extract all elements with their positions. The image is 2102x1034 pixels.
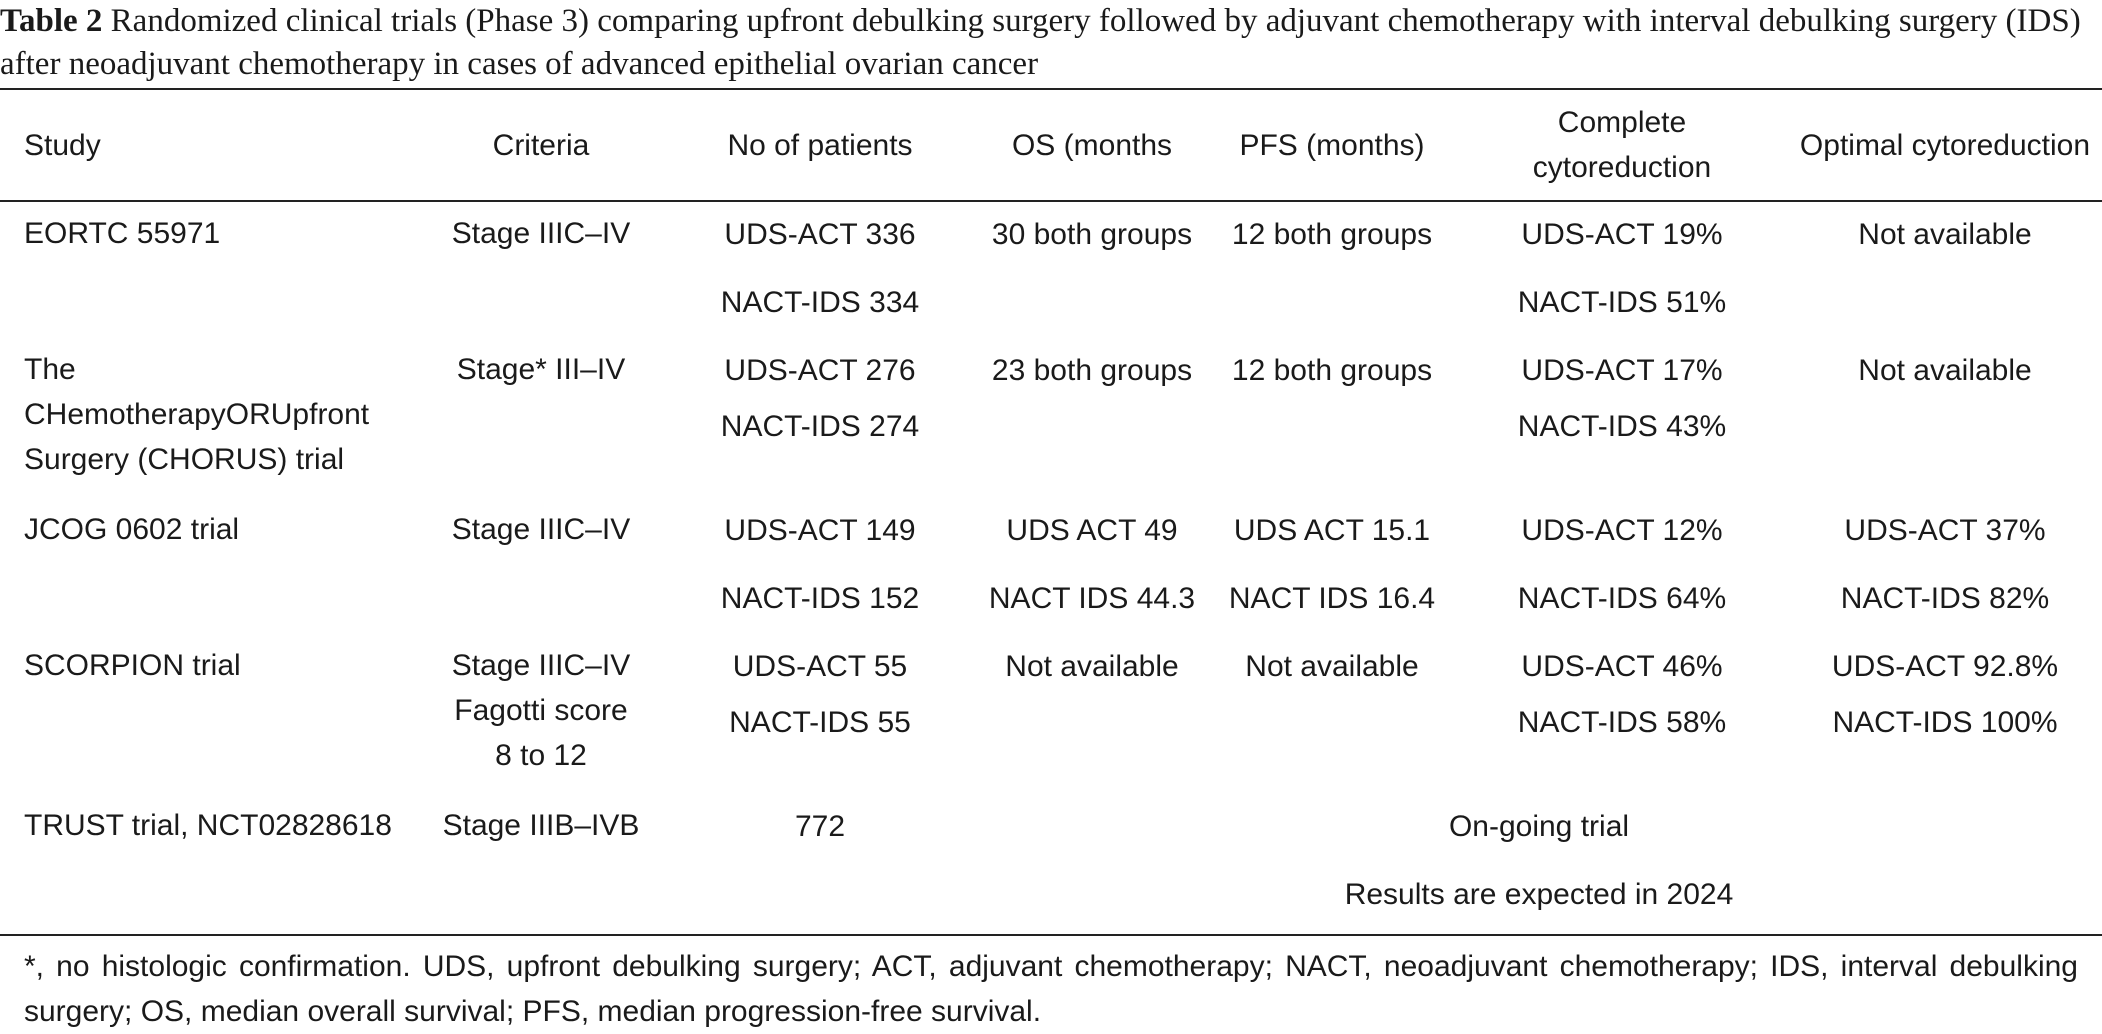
- trials-table: [0, 90, 2102, 928]
- table-footnote: *, no histologic confirmation. UDS, upfront debulking surgery; ACT, adjuvant chemotherapy; NACT, neoadjuvant chemotherapy; IDS, interval debulking surgery; OS, median overall survival; PFS, median progression-free survival.: [24, 950, 2078, 1028]
- os-cell: 23 both groups: [991, 353, 1193, 387]
- criteria-cell: Stage IIIC–IV: [451, 513, 631, 546]
- table-row: [0, 336, 2102, 404]
- optimal-cell: UDS-ACT 37%: [1844, 513, 2046, 547]
- patients-cell: [664, 860, 976, 928]
- complete-cell: UDS-ACT 19%: [1521, 217, 1723, 251]
- table-row: [0, 200, 2102, 268]
- patients-cell: NACT-IDS 274: [720, 410, 920, 443]
- study-cell: EORTC 55971: [24, 217, 221, 250]
- patients-cell: UDS-ACT 276: [724, 353, 916, 387]
- optimal-cell: Not available: [1858, 217, 2032, 251]
- optimal-cell: NACT-IDS 100%: [1832, 706, 2058, 739]
- table-caption: [0, 0, 2102, 86]
- pfs-cell: UDS ACT 15.1: [1233, 513, 1431, 547]
- table-label: Table 2: [0, 3, 103, 39]
- optimal-cell: [1788, 268, 2102, 336]
- trial-expected-cell: Results are expected in 2024: [1344, 877, 1734, 911]
- table-row: [0, 496, 2102, 564]
- study-cell: TRUST trial, NCT02828618: [24, 809, 392, 842]
- optimal-cell: UDS-ACT 92.8%: [1831, 649, 2059, 683]
- complete-cell: NACT-IDS 43%: [1517, 410, 1727, 443]
- complete-cell: UDS-ACT 46%: [1521, 649, 1723, 683]
- header-os: OS (months: [1011, 128, 1173, 162]
- study-cell: JCOG 0602 trial: [24, 513, 240, 546]
- header-optimal-cytoreduction: Optimal cytoreduction: [1799, 128, 2091, 162]
- bottom-rule: [0, 934, 2102, 936]
- header-patients: No of patients: [727, 128, 913, 162]
- os-cell: NACT IDS 44.3: [988, 581, 1196, 615]
- complete-cell: NACT-IDS 58%: [1517, 706, 1727, 739]
- patients-cell: 772: [794, 809, 846, 843]
- patients-cell: UDS-ACT 149: [724, 513, 916, 547]
- patients-cell: NACT-IDS 152: [720, 581, 920, 615]
- complete-cell: UDS-ACT 17%: [1521, 353, 1723, 387]
- pfs-cell: Not available: [1245, 649, 1419, 683]
- patients-cell: UDS-ACT 55: [732, 649, 908, 683]
- os-cell: [976, 404, 1208, 496]
- os-cell: Not available: [1005, 649, 1179, 683]
- criteria-cell: Stage IIIC–IV Fagotti score 8 to 12: [451, 649, 631, 772]
- header-criteria: Criteria: [492, 128, 590, 162]
- header-study: Study: [24, 128, 101, 162]
- os-cell: 30 both groups: [991, 217, 1193, 251]
- os-cell: [976, 268, 1208, 336]
- optimal-cell: Not available: [1858, 353, 2032, 387]
- study-cell: SCORPION trial: [24, 649, 241, 682]
- pfs-cell: [1208, 404, 1456, 496]
- patients-cell: NACT-IDS 55: [729, 706, 911, 739]
- study-cell: The CHemotherapyORUpfront Surgery (CHORUS) trial: [24, 353, 370, 476]
- pfs-cell: 12 both groups: [1231, 353, 1433, 387]
- trial-status-cell: On-going trial: [1448, 809, 1630, 843]
- header-row: [0, 90, 2102, 200]
- pfs-cell: NACT IDS 16.4: [1228, 581, 1436, 615]
- optimal-cell: NACT-IDS 82%: [1840, 581, 2050, 615]
- os-cell: [976, 700, 1208, 792]
- pfs-cell: [1208, 268, 1456, 336]
- table-row: [0, 632, 2102, 700]
- criteria-cell: Stage IIIC–IV: [451, 217, 631, 250]
- header-complete-cytoreduction: Complete cytoreduction: [1532, 106, 1712, 184]
- complete-cell: NACT-IDS 51%: [1517, 285, 1727, 319]
- table-title: Randomized clinical trials (Phase 3) comparing upfront debulking surgery followed by adjuvant chemotherapy with interval debulking surgery (IDS) after neoadjuvant chemotherapy in cases of advanced epithelial ovarian cancer: [0, 3, 2081, 82]
- criteria-cell: Stage* III–IV: [456, 353, 626, 386]
- os-cell: UDS ACT 49: [1006, 513, 1178, 547]
- pfs-cell: [1208, 700, 1456, 792]
- pfs-cell: 12 both groups: [1231, 217, 1433, 251]
- complete-cell: UDS-ACT 12%: [1521, 513, 1723, 547]
- criteria-cell: Stage IIIB–IVB: [442, 809, 640, 842]
- table-row: [0, 792, 2102, 860]
- optimal-cell: [1788, 404, 2102, 496]
- patients-cell: NACT-IDS 334: [720, 285, 920, 319]
- patients-cell: UDS-ACT 336: [724, 217, 916, 251]
- header-pfs: PFS (months): [1239, 128, 1425, 162]
- complete-cell: NACT-IDS 64%: [1517, 581, 1727, 615]
